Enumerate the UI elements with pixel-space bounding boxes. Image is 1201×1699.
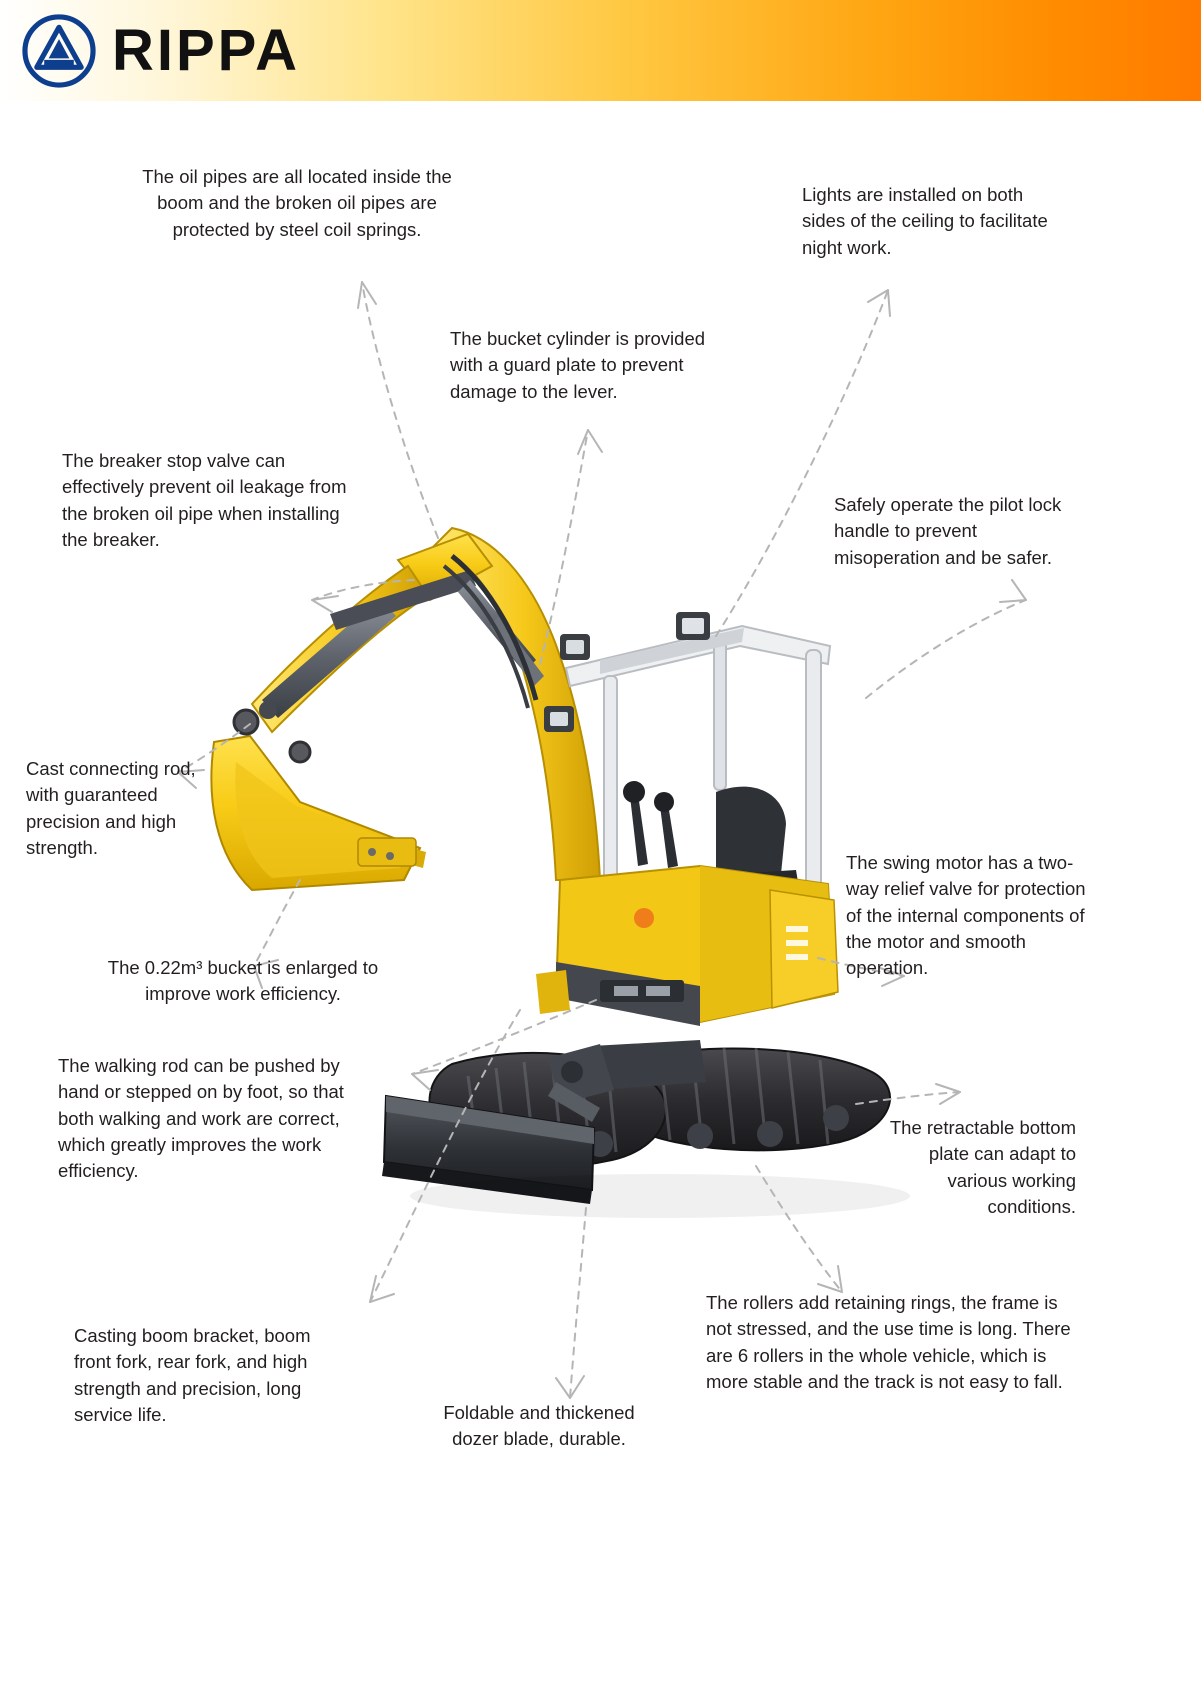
- callout-breaker-stop-valve: The breaker stop valve can effectively prevent oil leakage from the broken oil pipe when installing the breaker.: [62, 450, 347, 550]
- control-lever-left: [630, 794, 648, 866]
- callout-retractable-bottom-plate: The retractable bottom plate can adapt to various working conditions.: [889, 1117, 1076, 1217]
- work-light-front: [560, 634, 590, 660]
- work-light-rear: [676, 612, 710, 640]
- callout-bucket-cylinder: The bucket cylinder is provided with a guard plate to prevent damage to the lever.: [450, 328, 706, 402]
- indicator-light: [634, 908, 654, 928]
- counterweight: [770, 890, 838, 1008]
- callout-swing-motor: The swing motor has a two-way relief valve for protection of the internal components of the motor and smooth operation.: [846, 852, 1086, 979]
- callout-cast-connecting-rod: Cast connecting rod, with guaranteed precision and high strength.: [26, 758, 196, 858]
- canopy-post-front: [604, 676, 617, 890]
- callout-lights: Lights are installed on both sides of the ceiling to facilitate night work.: [802, 184, 1048, 258]
- callout-bucket-capacity: The 0.22m³ bucket is enlarged to improve work efficiency.: [107, 957, 379, 1005]
- access-panel: [600, 980, 684, 1002]
- callout-pilot-lock-handle: Safely operate the pilot lock handle to prevent misoperation and be safer.: [834, 494, 1062, 568]
- callout-oil-pipes: The oil pipes are all located inside the boom and the broken oil pipes are protected by steel coil springs.: [142, 166, 452, 240]
- brand-name: RIPPA: [112, 18, 300, 83]
- upper-house: [536, 866, 838, 1026]
- callout-rollers: The rollers add retaining rings, the frame is not stressed, and the use time is long. There are 6 rollers in the whole vehicle, which is more stable and the track is not easy to fall.: [706, 1292, 1071, 1392]
- callout-dozer-blade: Foldable and thickened dozer blade, durable.: [443, 1402, 635, 1450]
- callout-casting-boom-bracket: Casting boom bracket, boom front fork, rear fork, and high strength and precision, long service life.: [74, 1325, 311, 1425]
- work-light-side: [544, 706, 574, 732]
- callout-walking-rod: The walking rod can be pushed by hand or stepped on by foot, so that both walking and work are correct, which greatly improves the work efficiency.: [58, 1055, 344, 1182]
- control-lever-right: [660, 804, 678, 868]
- bucket: [211, 710, 426, 890]
